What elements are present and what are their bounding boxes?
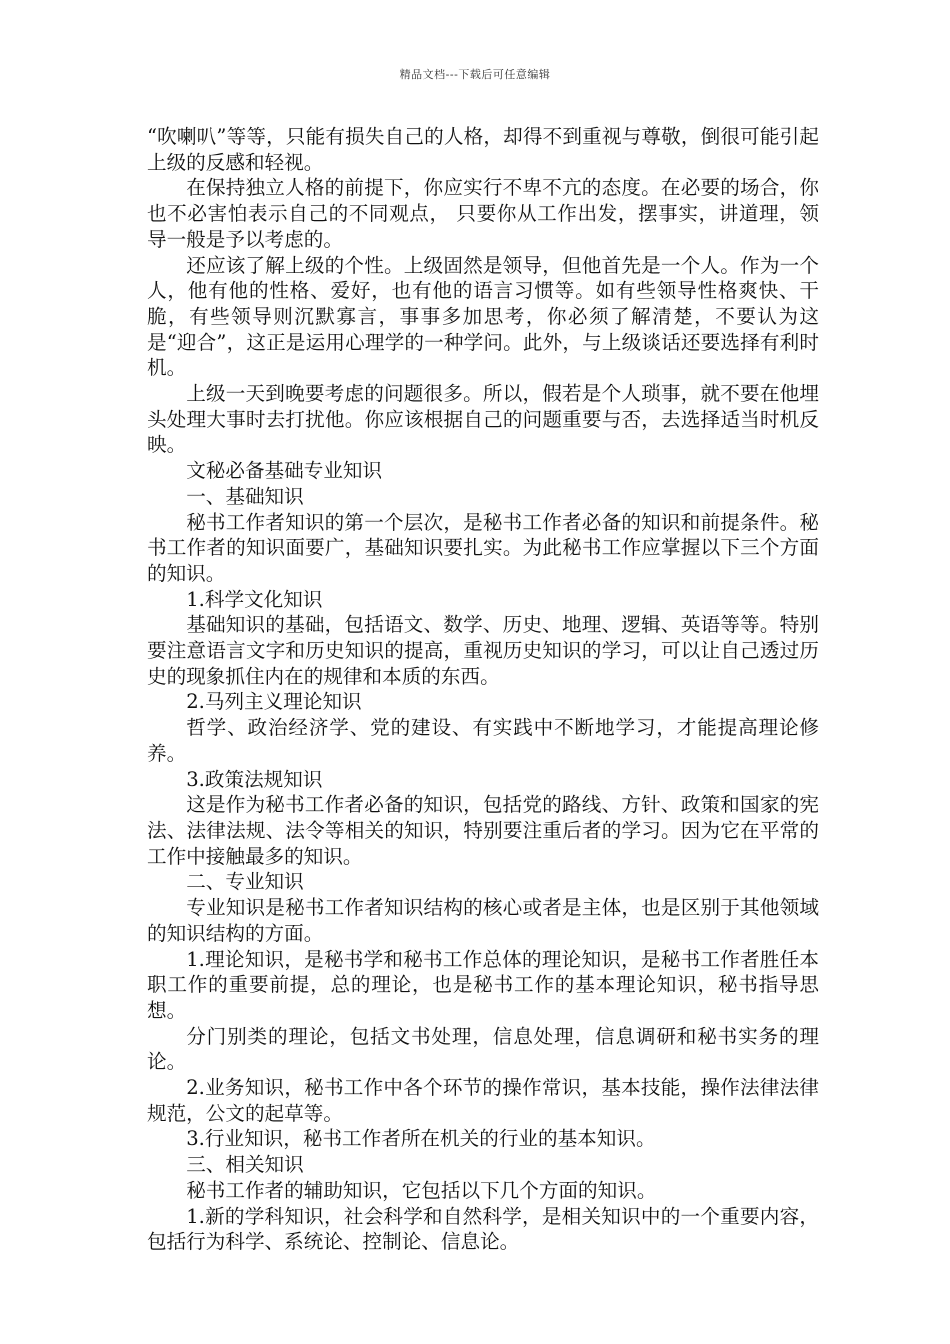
paragraph: 1.理论知识，是秘书学和秘书工作总体的理论知识，是秘书工作者胜任本职工作的重要前提，总的理论，也是秘书工作的基本理论知识，秘书指导思想。	[147, 947, 819, 1022]
subsection-heading: 2.马列主义理论知识	[186, 690, 362, 714]
paragraph: 2.业务知识，秘书工作中各个环节的操作常识，基本技能，操作法律法律规范，公文的起草等。	[147, 1076, 819, 1125]
section-heading: 一、基础知识	[186, 484, 304, 508]
paragraph: 还应该了解上级的个性。上级固然是领导，但他首先是一个人。作为一个人，他有他的性格、爱好，也有他的语言习惯等。如有些领导性格爽快、干脆，有些领导则沉默寡言，事事多加思考，你必须了解清楚，不要认为这是“迎合”，这正是运用心理学的一种学问。此外，与上级谈话还要选择有利时机。	[147, 253, 819, 380]
paragraph: 分门别类的理论，包括文书处理，信息处理，信息调研和秘书实务的理论。	[147, 1024, 819, 1074]
page-header: 精品文档---下载后可任意编辑	[399, 68, 551, 81]
subsection-heading: 1.科学文化知识	[186, 587, 323, 611]
paragraph: 哲学、政治经济学、党的建设、有实践中不断地学习，才能提高理论修养。	[147, 716, 819, 765]
document-body	[147, 124, 819, 1255]
paragraph: 秘书工作者的辅助知识，它包括以下几个方面的知识。	[186, 1178, 657, 1202]
section-heading: 二、专业知识	[186, 870, 304, 894]
subsection-heading: 3.政策法规知识	[186, 767, 323, 791]
paragraph: 上级一天到晚要考虑的问题很多。所以，假若是个人琐事，就不要在他埋头处理大事时去打扰他。你应该根据自己的问题重要与否，去选择适当时机反映。	[147, 382, 819, 457]
paragraph: “吹喇叭”等等，只能有损失自己的人格，却得不到重视与尊敬，倒很可能引起上级的反感和轻视。	[147, 125, 819, 174]
section-title: 文秘必备基础专业知识	[186, 459, 383, 483]
section-heading: 三、相关知识	[186, 1153, 304, 1177]
paragraph: 专业知识是秘书工作者知识结构的核心或者是主体，也是区别于其他领域的知识结构的方面。	[147, 896, 819, 945]
paragraph: 1.新的学科知识，社会科学和自然科学，是相关知识中的一个重要内容，包括行为科学、系统论、控制论、信息论。	[147, 1204, 819, 1254]
paragraph: 在保持独立人格的前提下，你应实行不卑不亢的态度。在必要的场合，你也不必害怕表示自己的不同观点， 只要你从工作出发，摆事实，讲道理，领导一般是予以考虑的。	[147, 176, 819, 251]
paragraph: 3.行业知识，秘书工作者所在机关的行业的基本知识。	[186, 1127, 656, 1151]
paragraph: 基础知识的基础，包括语文、数学、历史、地理、逻辑、英语等等。特别要注意语言文字和历史知识的提高，重视历史知识的学习，可以让自己透过历史的现象抓住内在的规律和本质的东西。	[147, 613, 819, 688]
paragraph: 这是作为秘书工作者必备的知识，包括党的路线、方针、政策和国家的宪法、法律法规、法令等相关的知识，特别要注重后者的学习。因为它在平常的工作中接触最多的知识。	[147, 793, 819, 868]
paragraph: 秘书工作者知识的第一个层次，是秘书工作者必备的知识和前提条件。秘书工作者的知识面要广，基础知识要扎实。为此秘书工作应掌握以下三个方面的知识。	[147, 510, 819, 585]
